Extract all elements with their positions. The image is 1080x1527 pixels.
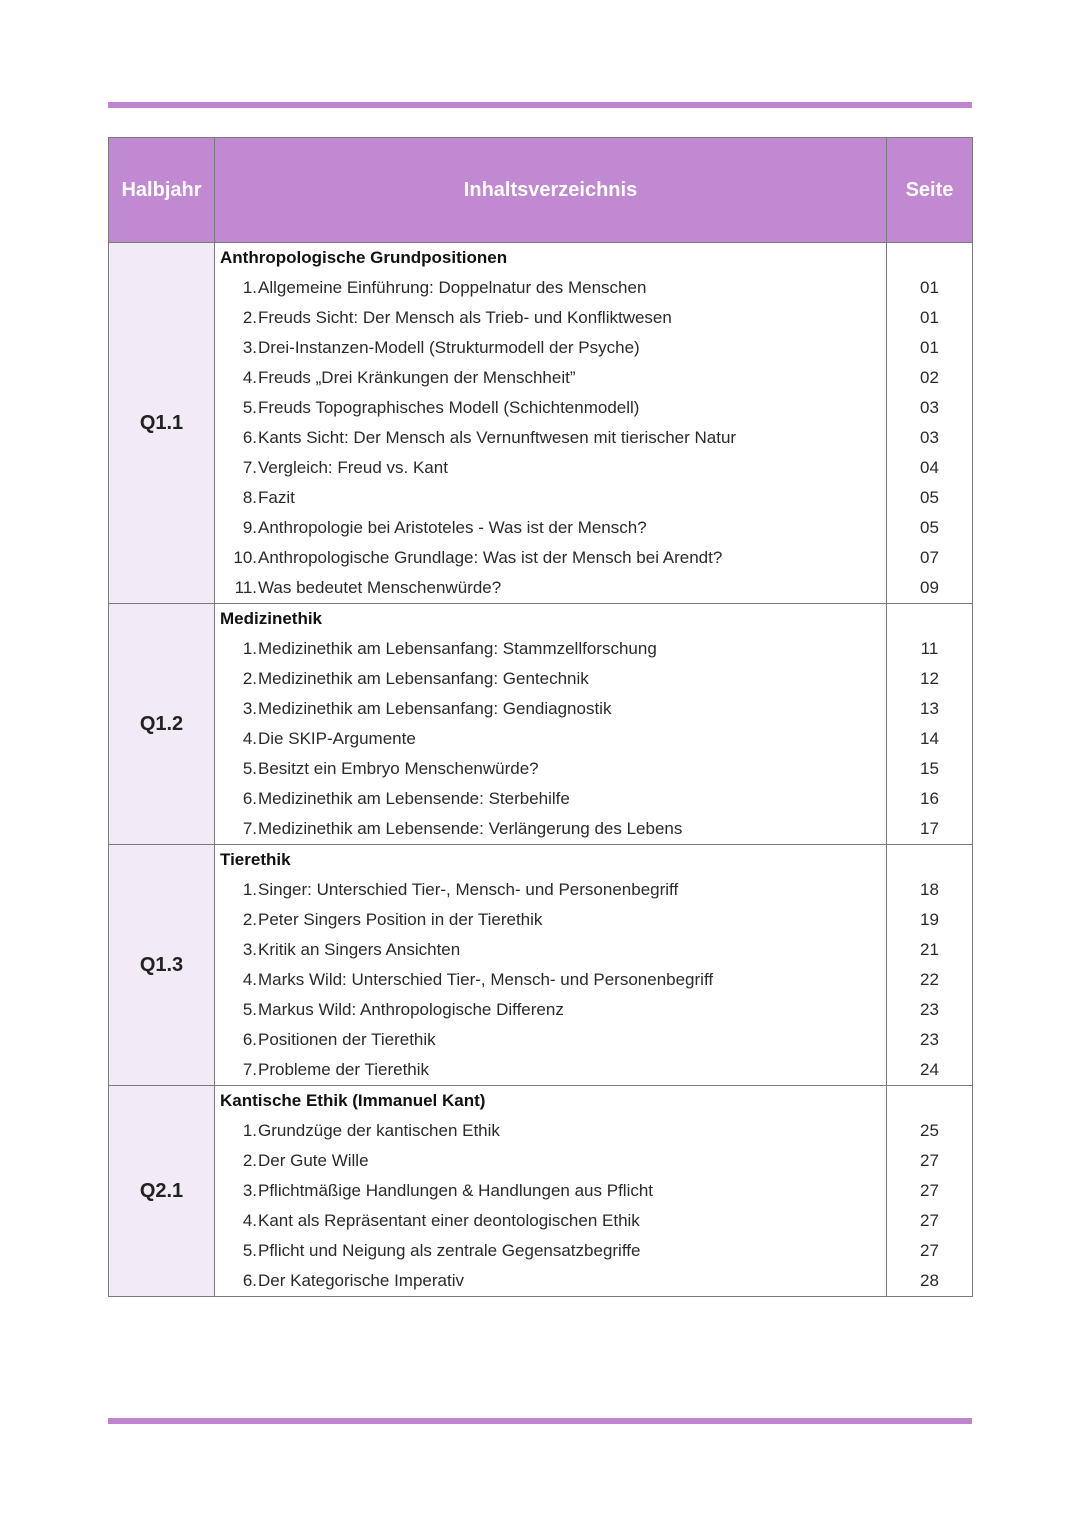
toc-item-title: Probleme der Tierethik <box>258 1060 430 1079</box>
toc-item-title: Der Kategorische Imperativ <box>258 1271 464 1290</box>
toc-item-number: 4. <box>242 970 257 989</box>
toc-item[interactable] <box>215 754 886 784</box>
term-label: Q1.2 <box>109 604 215 845</box>
toc-item-page: 27 <box>920 1151 939 1170</box>
toc-item-page: 02 <box>920 368 939 387</box>
toc-item-title: Grundzüge der kantischen Ethik <box>258 1121 500 1140</box>
toc-item-page: 28 <box>920 1271 939 1290</box>
toc-item-number: 4. <box>242 368 257 387</box>
page-spacer <box>887 845 972 875</box>
toc-item-page: 03 <box>920 398 939 417</box>
toc-item-title: Medizinethik am Lebensende: Verlängerung des Lebens <box>258 819 683 838</box>
section-pages <box>887 604 973 845</box>
toc-item[interactable] <box>215 1025 886 1055</box>
toc-item-title: Freuds „Drei Kränkungen der Menschheit” <box>258 368 576 387</box>
toc-item-title: Markus Wild: Anthropologische Differenz <box>258 1000 564 1019</box>
toc-item[interactable] <box>215 784 886 814</box>
toc-item-page: 23 <box>920 1000 939 1019</box>
toc-item[interactable] <box>215 303 886 333</box>
toc-item-number: 5. <box>242 759 257 778</box>
toc-item-number: 1. <box>242 1121 257 1140</box>
toc-item[interactable] <box>215 573 886 603</box>
toc-item[interactable] <box>215 483 886 513</box>
toc-item[interactable] <box>215 875 886 905</box>
toc-item-title: Besitzt ein Embryo Menschenwürde? <box>258 759 539 778</box>
toc-item-page: 07 <box>920 548 939 567</box>
toc-item-title: Pflichtmäßige Handlungen & Handlungen aus Pflicht <box>258 1181 654 1200</box>
toc-item[interactable] <box>215 1055 886 1085</box>
toc-item-page: 11 <box>920 639 939 658</box>
toc-item-number: 2. <box>242 308 257 327</box>
toc-item-title: Medizinethik am Lebensanfang: Gendiagnostik <box>258 699 612 718</box>
header-halbjahr: Halbjahr <box>109 138 215 243</box>
toc-item-page: 27 <box>920 1211 939 1230</box>
toc-item-title: Marks Wild: Unterschied Tier-, Mensch- und Personenbegriff <box>258 970 714 989</box>
toc-item[interactable] <box>215 393 886 423</box>
header-inhaltsverzeichnis: Inhaltsverzeichnis <box>215 138 887 243</box>
toc-item-page: 05 <box>920 518 939 537</box>
toc-item[interactable] <box>215 543 886 573</box>
toc-item-title: Kants Sicht: Der Mensch als Vernunftwesen mit tierischer Natur <box>258 428 737 447</box>
toc-item-page: 16 <box>920 789 939 808</box>
section-row <box>109 845 973 1086</box>
toc-item[interactable] <box>215 634 886 664</box>
toc-item-number: 7. <box>242 819 257 838</box>
toc-item-number: 4. <box>242 1211 257 1230</box>
toc-item-title: Der Gute Wille <box>258 1151 369 1170</box>
toc-item-number: 1. <box>242 278 257 297</box>
toc-item-title: Medizinethik am Lebensende: Sterbehilfe <box>258 789 570 808</box>
toc-item-number: 6. <box>242 428 257 447</box>
toc-item-title: Vergleich: Freud vs. Kant <box>258 458 448 477</box>
toc-item-page: 09 <box>920 578 939 597</box>
term-label: Q1.1 <box>109 243 215 604</box>
toc-item-title: Was bedeutet Menschenwürde? <box>258 578 502 597</box>
section-content <box>215 604 887 845</box>
header-seite: Seite <box>887 138 973 243</box>
toc-item-number: 3. <box>242 1181 257 1200</box>
toc-item[interactable] <box>215 273 886 303</box>
toc-item-page: 27 <box>920 1181 939 1200</box>
toc-item-number: 3. <box>242 338 257 357</box>
page-spacer <box>887 1086 972 1116</box>
section-pages <box>887 845 973 1086</box>
section-content <box>215 845 887 1086</box>
term-label: Q2.1 <box>109 1086 215 1297</box>
bottom-rule <box>108 1418 972 1424</box>
toc-item-page: 03 <box>920 428 939 447</box>
toc-item-number: 7. <box>242 1060 257 1079</box>
toc-item-title: Kritik an Singers Ansichten <box>258 940 461 959</box>
toc-item-number: 5. <box>242 1241 257 1260</box>
toc-item[interactable] <box>215 905 886 935</box>
toc-item-number: 3. <box>242 940 257 959</box>
toc-item-title: Allgemeine Einführung: Doppelnatur des Menschen <box>258 278 647 297</box>
toc-item[interactable] <box>215 363 886 393</box>
toc-item[interactable] <box>215 333 886 363</box>
toc-item[interactable] <box>215 814 886 844</box>
toc-item-page: 24 <box>920 1060 939 1079</box>
toc-item-page: 17 <box>920 819 939 838</box>
toc-item-page: 15 <box>920 759 939 778</box>
section-pages <box>887 243 973 604</box>
toc-item[interactable] <box>215 1266 886 1296</box>
toc-item-title: Die SKIP-Argumente <box>258 729 416 748</box>
toc-item-number: 4. <box>242 729 257 748</box>
toc-item-page: 22 <box>920 970 939 989</box>
toc-item-title: Anthropologie bei Aristoteles - Was ist der Mensch? <box>258 518 647 537</box>
section-title: Medizinethik <box>220 609 323 628</box>
toc-item-number: 6. <box>242 1030 257 1049</box>
toc-item[interactable] <box>215 724 886 754</box>
header-row <box>109 138 973 243</box>
toc-item-title: Pflicht und Neigung als zentrale Gegensatzbegriffe <box>258 1241 641 1260</box>
top-rule <box>108 102 972 108</box>
toc-item-number: 5. <box>242 1000 257 1019</box>
section-row <box>109 604 973 845</box>
page-spacer <box>887 604 972 634</box>
toc-item[interactable] <box>215 1116 886 1146</box>
section-content <box>215 1086 887 1297</box>
toc-item-page: 27 <box>920 1241 939 1260</box>
section-title: Anthropologische Grundpositionen <box>220 248 508 267</box>
toc-item[interactable] <box>215 1236 886 1266</box>
toc-item[interactable] <box>215 965 886 995</box>
toc-item[interactable] <box>215 513 886 543</box>
toc-item-title: Fazit <box>258 488 295 507</box>
toc-item-page: 21 <box>920 940 939 959</box>
toc-item-title: Medizinethik am Lebensanfang: Stammzellforschung <box>258 639 657 658</box>
toc-item-number: 9. <box>242 518 257 537</box>
toc-item-title: Drei-Instanzen-Modell (Strukturmodell der Psyche) <box>258 338 640 357</box>
table-of-contents <box>108 137 973 1297</box>
toc-item-page: 12 <box>920 669 939 688</box>
section-pages <box>887 1086 973 1297</box>
toc-item-number: 3. <box>242 699 257 718</box>
toc-item[interactable] <box>215 995 886 1025</box>
toc-item-page: 14 <box>920 729 939 748</box>
toc-item-number: 2. <box>242 1151 257 1170</box>
toc-item-number: 1. <box>242 639 257 658</box>
toc-item-number: 5. <box>242 398 257 417</box>
section-title: Tierethik <box>220 850 291 869</box>
toc-item-title: Peter Singers Position in der Tierethik <box>258 910 543 929</box>
toc-item-page: 18 <box>920 880 939 899</box>
toc-item-title: Kant als Repräsentant einer deontologischen Ethik <box>258 1211 640 1230</box>
toc-item-page: 04 <box>920 458 939 477</box>
toc-item-title: Singer: Unterschied Tier-, Mensch- und Personenbegriff <box>258 880 679 899</box>
toc-item[interactable] <box>215 694 886 724</box>
toc-item-number: 11. <box>234 578 257 597</box>
toc-item-title: Anthropologische Grundlage: Was ist der Mensch bei Arendt? <box>258 548 723 567</box>
term-label: Q1.3 <box>109 845 215 1086</box>
page-spacer <box>887 243 972 273</box>
toc-item[interactable] <box>215 1206 886 1236</box>
section-title: Kantische Ethik (Immanuel Kant) <box>220 1091 486 1110</box>
toc-item-page: 13 <box>920 699 939 718</box>
toc-item-number: 2. <box>242 910 257 929</box>
section-content <box>215 243 887 604</box>
toc-item-page: 25 <box>920 1121 939 1140</box>
toc-item-page: 01 <box>920 308 939 327</box>
toc-item[interactable] <box>215 453 886 483</box>
toc-item-title: Medizinethik am Lebensanfang: Gentechnik <box>258 669 589 688</box>
section-row <box>109 243 973 604</box>
toc-item[interactable] <box>215 1176 886 1206</box>
toc-item-number: 8. <box>242 488 257 507</box>
toc-item-number: 10. <box>233 548 257 567</box>
toc-item-title: Positionen der Tierethik <box>258 1030 436 1049</box>
toc-item-number: 6. <box>242 789 257 808</box>
toc-item-page: 01 <box>920 338 939 357</box>
toc-item[interactable] <box>215 935 886 965</box>
section-row <box>109 1086 973 1297</box>
toc-item[interactable] <box>215 664 886 694</box>
toc-item-page: 23 <box>920 1030 939 1049</box>
toc-item-page: 19 <box>920 910 939 929</box>
toc-item-title: Freuds Sicht: Der Mensch als Trieb- und Konfliktwesen <box>258 308 672 327</box>
toc-item-number: 7. <box>242 458 257 477</box>
toc-item-page: 05 <box>920 488 939 507</box>
toc-item-title: Freuds Topographisches Modell (Schichtenmodell) <box>258 398 640 417</box>
toc-item-number: 2. <box>242 669 257 688</box>
toc-item-page: 01 <box>920 278 939 297</box>
toc-item-number: 6. <box>242 1271 257 1290</box>
toc-item[interactable] <box>215 1146 886 1176</box>
toc-item[interactable] <box>215 423 886 453</box>
toc-item-number: 1. <box>242 880 257 899</box>
